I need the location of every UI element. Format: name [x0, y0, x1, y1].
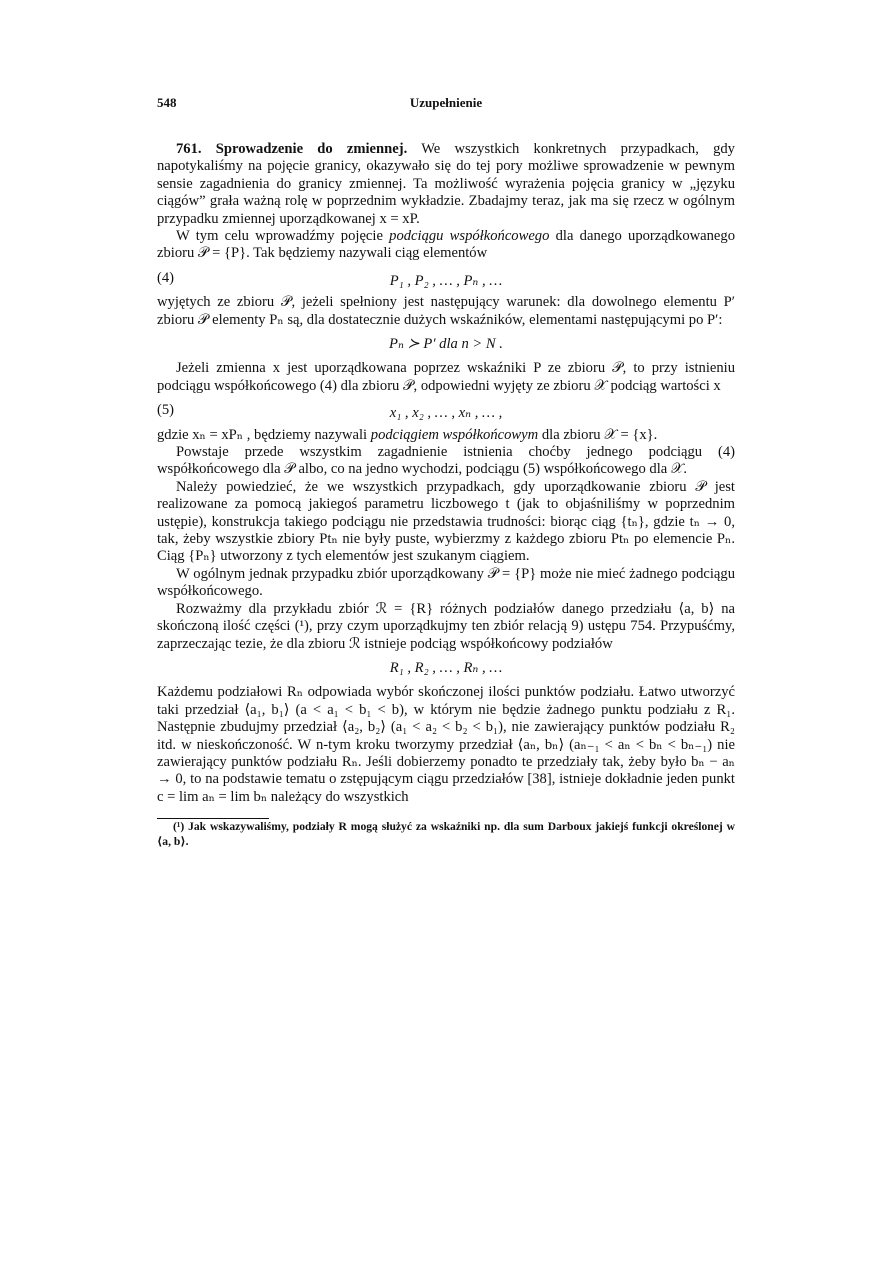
- paragraph-1-text: We wszystkich konkretnych przypadkach, gdy napotykaliśmy na pojęcie granicy, okazywało się do tej pory możliwe sprowadzenie w pewnym sensie zagadnienia do granicy zmiennej. Ta możliwość wyrażenia pojęcia granicy w „języku ciągów” grała ważną rolę w poprzednim wykładzie. Zbadajmy teraz, jak ma się rzecz w ogólnym przypadku zmiennej uporządkowanej x = xP.: [157, 141, 735, 227]
- paragraph-5-end: dla zbioru 𝒳 = {x}.: [541, 426, 658, 443]
- page-header: [157, 95, 735, 117]
- equation-condition-formula: Pₙ ≻ P′ dla n > N .: [389, 336, 503, 353]
- equation-6-formula: R₁ , R₂ , … , Rₙ , …: [389, 659, 503, 676]
- paragraph-6: Powstaje przede wszystkim zagadnienie istnienia choćby jednego podciągu (4) współkońcowego dla 𝒫 albo, co na jedno wychodzi, podciągu (5) współkońcowego dla 𝒳.: [157, 444, 735, 478]
- term-cofinal-subsequence: podciągu współkońcowego: [389, 228, 550, 245]
- equation-condition: [157, 336, 735, 353]
- section-number: 761.: [176, 141, 202, 157]
- paragraph-4: Jeżeli zmienna x jest uporządkowana poprzez wskaźniki P ze zbioru 𝒫, to przy istnieniu podciągu współkońcowego (4) dla zbioru 𝒫, odpowiedni wyjęty ze zbioru 𝒳 podciąg wartości x: [157, 360, 735, 394]
- paragraph-1: [157, 141, 735, 228]
- paragraph-2-end: dla danego uporządkowanego zbioru 𝒫 = {P}. Tak będziemy nazywali ciąg elementów: [157, 228, 735, 262]
- paragraph-10: Każdemu podziałowi Rₙ odpowiada wybór skończonej ilości punktów podziału. Łatwo utworzyć taki przedział ⟨a₁, b₁⟩ (a < a₁ < b₁ < b), w którym nie będzie żadnego punktu podziału z R₁. Następnie zbudujmy przedział ⟨a₂, b₂⟩ (a₁ < a₂ < b₂ < b₁), nie zawierający punktów podziału R₂ itd. w nieskończoność. W n-tym kroku tworzymy przedział ⟨aₙ, bₙ⟩ (aₙ₋₁ < aₙ < bₙ < bₙ₋₁) nie zawierający punktów podziału Rₙ. Jeśli dobierzemy ponadto te przedziały tak, żeby było bₙ − aₙ → 0, to na podstawie tematu o zstępującym ciągu przedziałów [38], istnieje dokładnie jeden punkt c = lim aₙ = lim bₙ należący do wszystkich: [157, 684, 735, 805]
- equation-4: [157, 270, 735, 287]
- paragraph-2-start: W tym celu wprowadźmy pojęcie: [176, 228, 383, 245]
- term-cofinal-subsequence-values: podciągiem współkońcowym: [370, 426, 539, 443]
- paragraph-2: [157, 228, 735, 263]
- section-title: Sprowadzenie do zmiennej.: [215, 141, 408, 157]
- equation-5-formula: x₁ , x₂ , … , xₙ , … ,: [389, 405, 503, 422]
- equation-5: [157, 402, 735, 422]
- equation-4-label: (4): [157, 269, 175, 286]
- running-title: Uzupełnienie: [409, 95, 483, 110]
- paragraph-5: [157, 427, 735, 444]
- page-number: 548: [157, 95, 177, 110]
- equation-4-formula: P₁ , P₂ , … , Pₙ , …: [389, 272, 503, 289]
- paragraph-9: Rozważmy dla przykładu zbiór ℛ = {R} różnych podziałów danego przedziału ⟨a, b⟩ na skończoną ilość części (¹), przy czym uporządkujmy ten zbiór relacją 9) ustępu 754. Przypuśćmy, zaprzeczając tezie, że dla zbioru ℛ istnieje podciąg współkońcowy podziałów: [157, 600, 735, 652]
- page-body: [157, 141, 735, 849]
- paragraph-3: wyjętych ze zbioru 𝒫, jeżeli spełniony jest następujący warunek: dla dowolnego elementu P′ zbioru 𝒫 elementy Pₙ są, dla dostatecznie dużych wskaźników, elementami następującymi po P′:: [157, 294, 735, 328]
- equation-5-label: (5): [157, 402, 175, 419]
- paragraph-8: W ogólnym jednak przypadku zbiór uporządkowany 𝒫 = {P} może nie mieć żadnego podciągu współkońcowego.: [157, 565, 735, 600]
- footnote: (¹) Jak wskazywaliśmy, podziały R mogą służyć za wskaźniki np. dla sum Darboux jakiejś funkcji określonej w ⟨a, b⟩.: [157, 820, 735, 849]
- paragraph-7: Należy powiedzieć, że we wszystkich przypadkach, gdy uporządkowanie zbioru 𝒫 jest realizowane za pomocą jakiegoś parametru liczbowego t (jak to objaśniliśmy w poprzednim ustępie), konstrukcja takiego podciągu nie przedstawia trudności: biorąc ciąg {tₙ}, gdzie tₙ → 0, tak, żeby wszystkie zbiory Ptₙ nie były puste, wybierzmy z każdego zbioru Ptₙ po elemencie Pₙ. Ciąg {Pₙ} utworzony z tych elementów jest szukanym ciągiem.: [157, 478, 735, 565]
- paragraph-5-start: gdzie xₙ = xPₙ , będziemy nazywali: [157, 426, 368, 443]
- book-page: [157, 95, 735, 849]
- equation-6: [157, 660, 735, 677]
